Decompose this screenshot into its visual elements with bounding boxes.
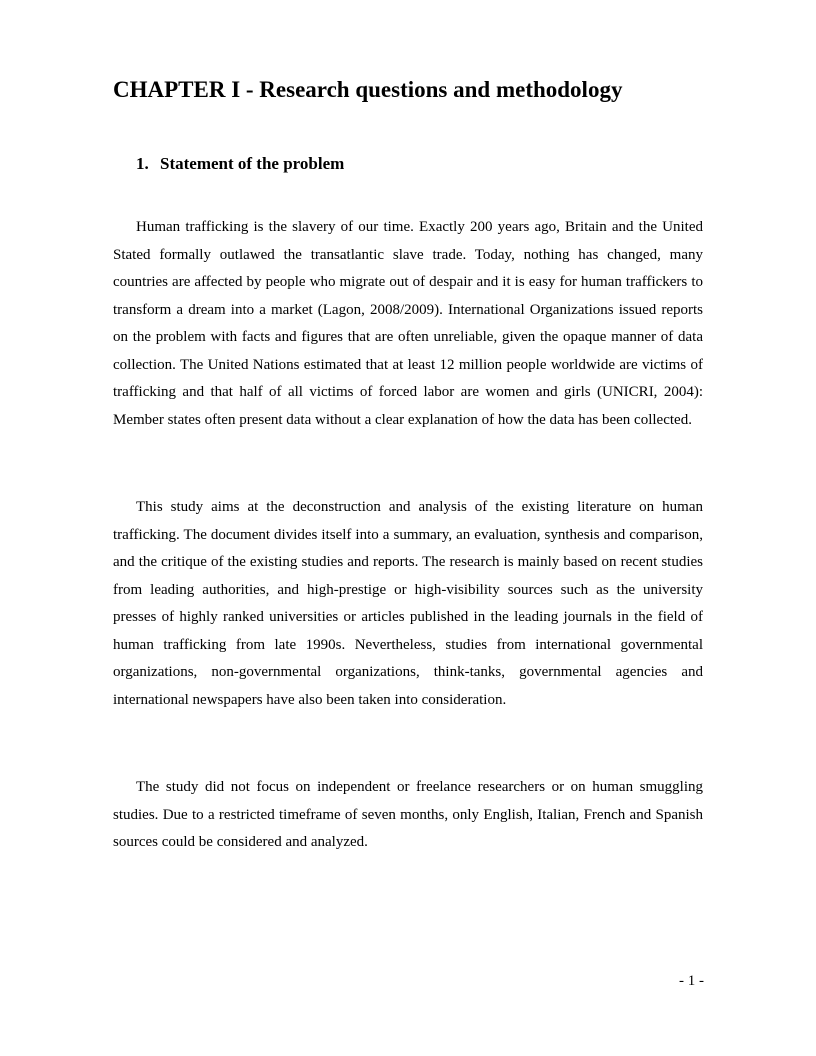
section-title: Statement of the problem — [160, 154, 345, 173]
paragraph: Human trafficking is the slavery of our time. Exactly 200 years ago, Britain and the United Stated formally outlawed the transatlantic slave trade. Today, nothing has changed, many countries are affected by people who migrate out of despair and it is easy for human traffickers to transform a dream into a market (Lagon, 2008/2009). International Organizations issued reports on the problem with facts and figures that are often unreliable, given the opaque manner of data collection. The United Nations estimated that at least 12 million people worldwide are victims of trafficking and that half of all victims of forced labor are women and girls (UNICRI, 2004): Member states often present data without a clear explanation of how the data has been collected. — [113, 219, 703, 428]
section-number: 1. — [136, 154, 149, 173]
section-heading — [136, 151, 344, 177]
page-number: - 1 - — [679, 973, 704, 989]
chapter-title: CHAPTER I - Research questions and methodology — [113, 77, 623, 102]
paragraph: This study aims at the deconstruction and analysis of the existing literature on human trafficking. The document divides itself into a summary, an evaluation, synthesis and comparison, and the critique of the existing studies and reports. The research is mainly based on recent studies from leading authorities, and high-prestige or high-visibility sources such as the university presses of highly ranked universities or articles published in the leading journals in the field of human trafficking from late 1990s. Nevertheless, studies from international governmental organizations, non-governmental organizations, think-tanks, governmental agencies and international newspapers have also been taken into consideration. — [113, 499, 703, 708]
paragraph: The study did not focus on independent or freelance researchers or on human smuggling studies. Due to a restricted timeframe of seven months, only English, Italian, French and Spanish sources could be considered and analyzed. — [113, 779, 703, 850]
